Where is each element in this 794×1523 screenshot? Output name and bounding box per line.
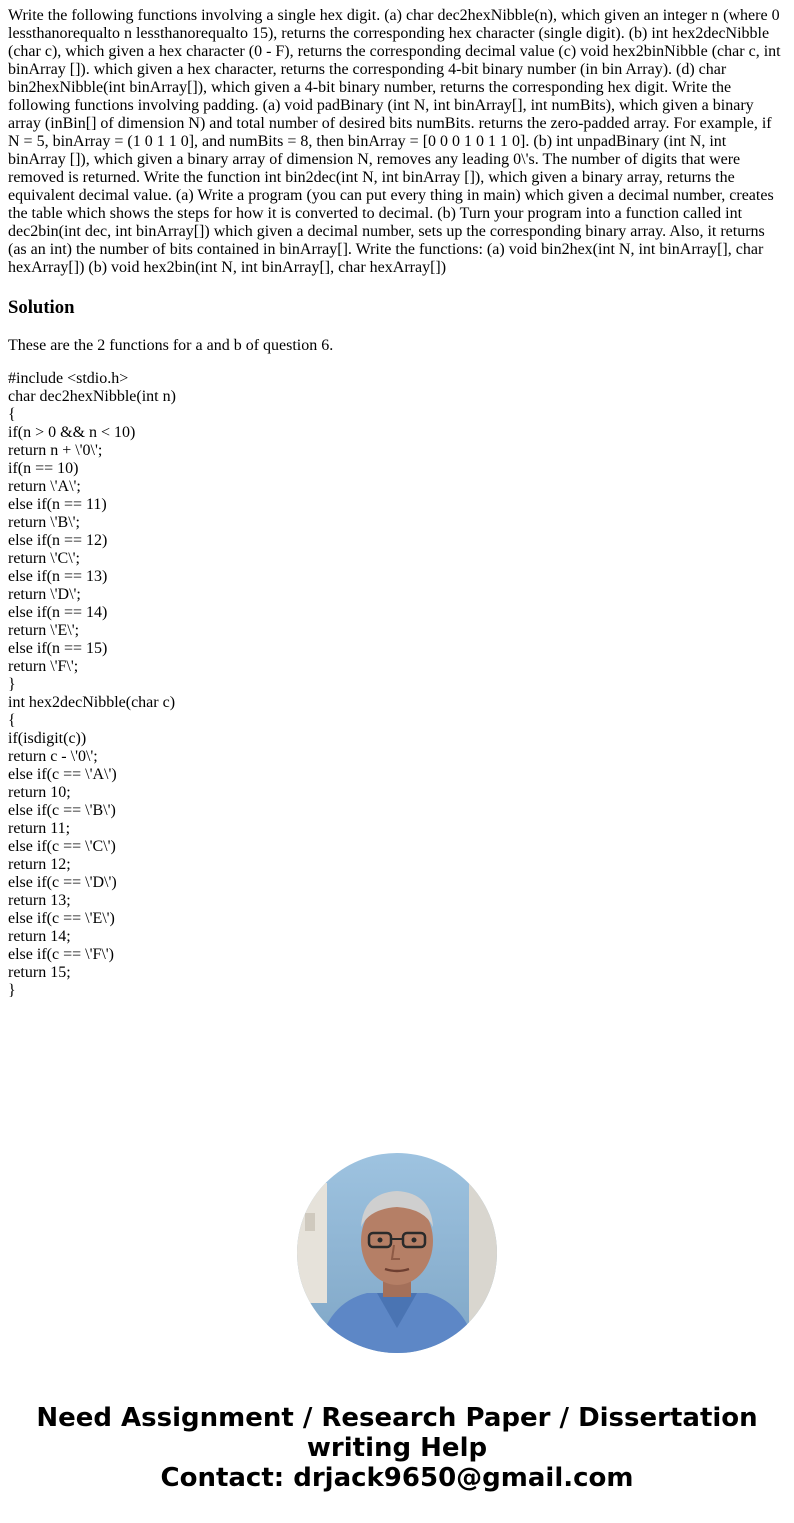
- code-line: return \'A\';: [8, 478, 81, 495]
- question-text: Write the following functions involving a single hex digit. (a) char dec2hexNibble(n), which given an integer n (where 0 lessthanorequalto n lessthanorequalto 15), returns the corresponding hex character (single digit). (b) int hex2decNibble (char c), which given a hex character (0 - F), returns the corresponding decimal value (c) void hex2binNibble (char c, int binArray []). which given a hex character, returns the corresponding 4-bit binary number (in bin Array). (d) char bin2hexNibble(int binArray[]), which given a 4-bit binary number, returns the corresponding hex digit. Write the following functions involving padding. (a) void padBinary (int N, int binArray[], int numBits), which given a binary array (inBin[] of dimension N) and total number of desired bits numBits. returns the zero-padded array. For example, if N = 5, binArray = (1 0 1 1 0], and numBits = 8, then binArray = [0 0 0 1 0 1 1 0]. (b) int unpadBinary (int N, int binArray []), which given a binary array of dimension N, removes any leading 0\'s. The number of digits that were removed is returned. Write the function int bin2dec(int N, int binArray []), which given a binary array, returns the equivalent decimal value. (a) Write a program (you can put every thing in main) which given a decimal number, creates the table which shows the steps for how it is converted to decimal. (b) Turn your program into a function called int dec2bin(int dec, int binArray[]) which given a decimal number, sets up the corresponding binary array. Also, it returns (as an int) the number of bits contained in binArray[]. Write the functions: (a) void bin2hex(int N, int binArray[], char hexArray[]) (b) void hex2bin(int N, int binArray[], char hexArray[]): [8, 7, 781, 276]
- code-line: else if(n == 14): [8, 604, 108, 621]
- code-line: return 13;: [8, 892, 71, 909]
- code-line: return n + \'0\';: [8, 442, 103, 459]
- code-line: return \'D\';: [8, 586, 81, 603]
- author-photo: [297, 1153, 497, 1353]
- solution-heading: Solution: [8, 297, 75, 318]
- code-line: else if(c == \'D\'): [8, 874, 117, 891]
- code-line: else if(n == 12): [8, 532, 108, 549]
- code-line: else if(c == \'F\'): [8, 946, 115, 963]
- code-line: return \'B\';: [8, 514, 80, 531]
- code-line: }: [8, 676, 16, 693]
- promo-contact: Contact: drjack9650@gmail.com: [160, 1463, 634, 1493]
- code-line: if(isdigit(c)): [8, 730, 87, 747]
- code-line: return 11;: [8, 820, 71, 837]
- code-line: return 12;: [8, 856, 71, 873]
- code-line: return 15;: [8, 964, 71, 981]
- code-line: return 10;: [8, 784, 71, 801]
- code-line: return \'F\';: [8, 658, 79, 675]
- code-line: else if(n == 13): [8, 568, 108, 585]
- code-line: if(n == 10): [8, 460, 79, 477]
- code-block: [8, 370, 176, 1000]
- code-line: {: [8, 406, 16, 423]
- promo-line-1: Need Assignment / Research Paper / Dissertation: [36, 1403, 758, 1433]
- solution-intro: These are the 2 functions for a and b of question 6.: [8, 337, 334, 354]
- promo-banner: [0, 1403, 794, 1493]
- code-line: if(n > 0 && n < 10): [8, 424, 136, 441]
- code-line: return \'E\';: [8, 622, 80, 639]
- code-line: else if(c == \'A\'): [8, 766, 117, 783]
- code-line: else if(n == 11): [8, 496, 107, 513]
- code-line: else if(c == \'C\'): [8, 838, 116, 855]
- code-line: return \'C\';: [8, 550, 80, 567]
- code-line: char dec2hexNibble(int n): [8, 388, 176, 405]
- code-line: else if(n == 15): [8, 640, 108, 657]
- code-line: }: [8, 982, 16, 999]
- code-line: {: [8, 712, 16, 729]
- code-line: else if(c == \'E\'): [8, 910, 115, 927]
- code-line: int hex2decNibble(char c): [8, 694, 176, 711]
- code-line: return c - \'0\';: [8, 748, 98, 765]
- author-avatar: [297, 1153, 497, 1353]
- promo-line-2: writing Help: [306, 1433, 488, 1463]
- code-line: else if(c == \'B\'): [8, 802, 116, 819]
- code-line: return 14;: [8, 928, 71, 945]
- code-line: #include <stdio.h>: [8, 370, 129, 387]
